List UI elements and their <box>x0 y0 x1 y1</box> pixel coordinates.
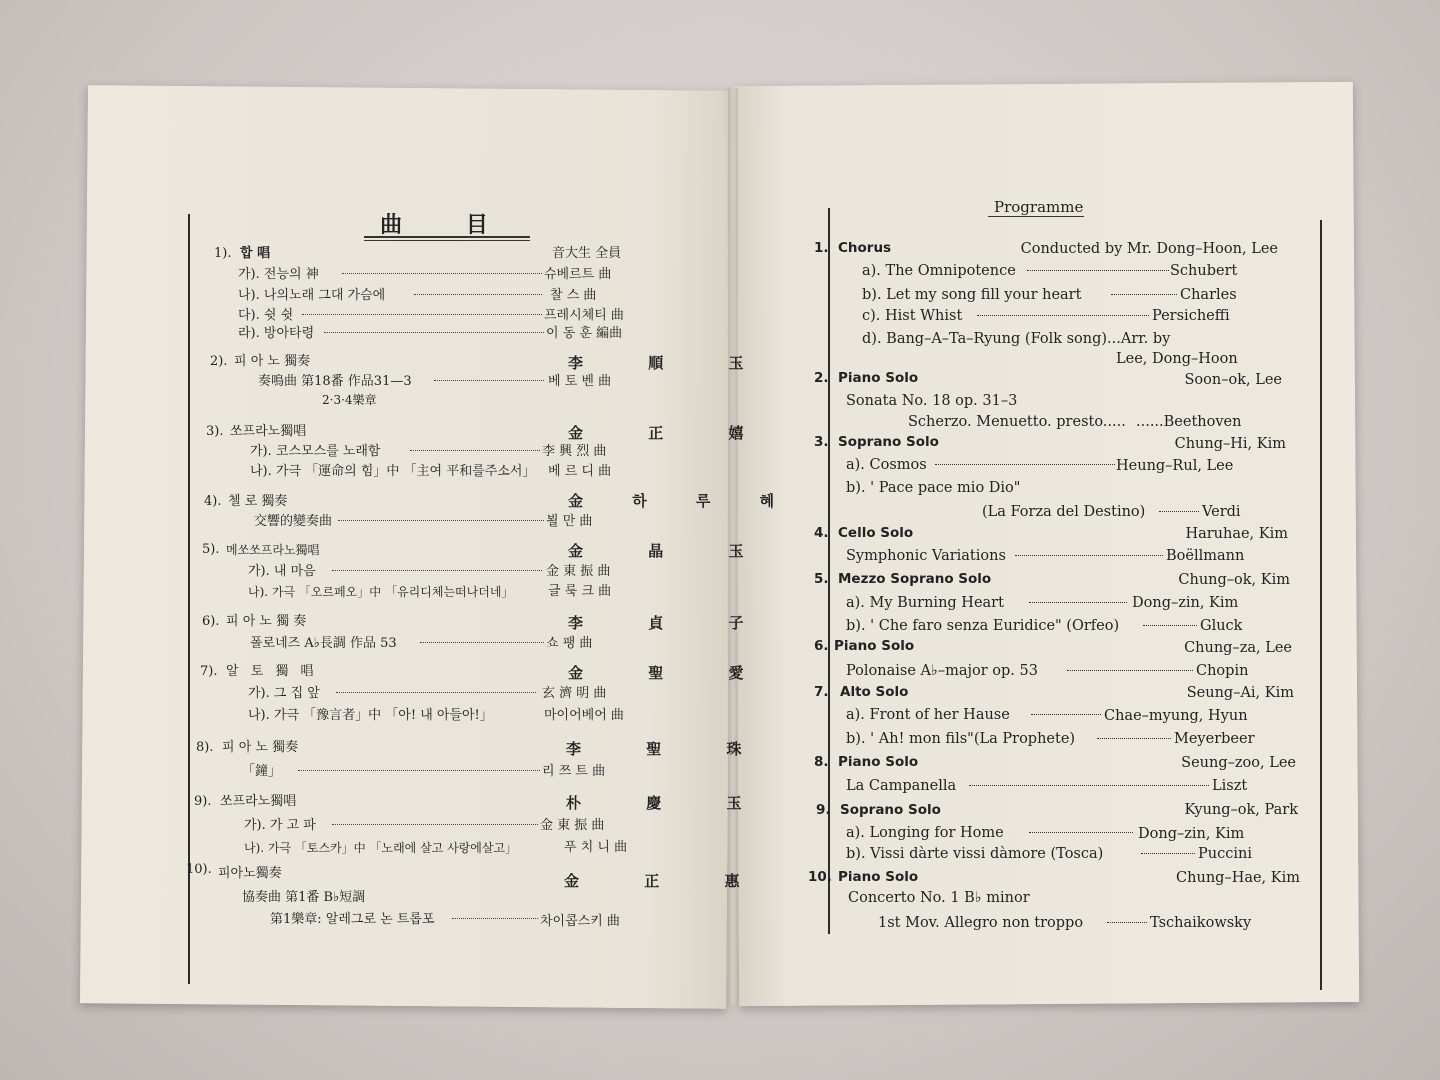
en-item-5-title-text: Mezzo Soprano Solo <box>838 571 992 587</box>
ko-item-5-piece-2: 나). 가극 「오르페오」中 「유리디체는떠나더네」 <box>248 585 514 599</box>
en-item-7-no <box>814 683 829 701</box>
en-item-7-performer: Seung–Ai, Kim <box>1186 685 1294 701</box>
ko-item-5-piece-1: 가). 내 마음 <box>248 564 316 579</box>
en-item-1-performer: Conducted by Mr. Dong–Hoon, Lee <box>1020 241 1278 257</box>
en-item-10-no-text: 10. <box>808 869 832 885</box>
en-item-9-composer-2: Puccini <box>1198 846 1252 862</box>
ko-item-9-no: 9). <box>194 794 212 809</box>
ko-item-9-performer: 朴 慶 玉 <box>566 794 772 812</box>
en-item-5-piece-1: a). My Burning Heart <box>846 595 1004 611</box>
ko-item-10-title: 피아노獨奏 <box>218 866 282 881</box>
en-item-6-title-text: Piano Solo <box>834 638 915 654</box>
en-item-3-piece-3: (La Forza del Destino) <box>982 504 1146 520</box>
en-dots <box>1140 845 1196 863</box>
ko-dots <box>330 818 540 834</box>
en-dots <box>1096 730 1172 748</box>
ko-item-2-piece-1: 奏鳴曲 第18番 作品31—3 <box>258 374 412 389</box>
en-item-6-no-text: 6. <box>814 638 829 654</box>
ko-item-4-piece-1: 交響的變奏曲 <box>254 514 333 529</box>
ko-item-8-composer-1: 리 쯔 트 曲 <box>542 764 606 779</box>
en-dots <box>968 777 1210 795</box>
en-item-1-piece-2: b). Let my song fill your heart <box>862 287 1082 303</box>
en-item-7-composer-2: Meyerbeer <box>1174 731 1255 747</box>
ko-item-7-composer-1: 玄 濟 明 曲 <box>542 686 607 701</box>
en-item-1-title <box>838 239 891 257</box>
en-item-8-no-text: 8. <box>814 754 829 770</box>
en-item-3-composer-1: Heung–Rul, Lee <box>1116 458 1234 474</box>
en-item-6-composer-1: Chopin <box>1196 663 1249 679</box>
en-item-1-composer-5: Lee, Dong–Hoon <box>1116 351 1238 367</box>
en-item-8-title <box>838 753 918 771</box>
en-item-4-composer-1: Boëllmann <box>1166 548 1245 564</box>
ko-item-3-composer-2: 베 르 디 曲 <box>548 464 612 479</box>
ko-item-7-composer-2: 마이어베어 曲 <box>544 708 624 723</box>
ko-item-10-piece-2: 第1樂章: 알레그로 논 트롭포 <box>270 912 435 927</box>
ko-item-6-no: 6). <box>202 614 220 629</box>
en-item-6-performer: Chung–za, Lee <box>1184 640 1292 656</box>
ko-item-5-composer-2: 글 룩 크 曲 <box>548 584 612 599</box>
en-dots <box>1028 594 1128 612</box>
ko-dots <box>432 374 546 390</box>
en-dots <box>1030 706 1102 724</box>
en-item-4-title-text: Cello Solo <box>838 525 914 541</box>
en-item-6-no <box>814 637 829 655</box>
ko-dots <box>450 912 540 928</box>
ko-item-7-performer: 金 聖 愛 <box>568 664 774 682</box>
english-title: Programme <box>994 198 1084 216</box>
ko-item-6-performer: 李 貞 子 <box>568 614 774 632</box>
en-item-5-performer: Chung–ok, Kim <box>1178 572 1290 588</box>
en-item-1-piece-3: c). Hist Whist <box>862 308 963 324</box>
ko-dots <box>336 514 546 530</box>
ko-item-1-piece-4: 라). 방아타령 <box>238 326 315 341</box>
en-item-10-piece-1: Concerto No. 1 B♭ minor <box>848 890 1030 906</box>
ko-item-9-composer-2: 푸 치 니 曲 <box>564 840 628 855</box>
en-item-3-composer-3: Verdi <box>1202 504 1241 520</box>
ko-item-3-composer-1: 李 興 烈 曲 <box>542 444 607 459</box>
ko-dots <box>334 686 538 702</box>
ko-dots <box>418 636 546 652</box>
ko-dots <box>412 288 544 304</box>
en-item-1-title-text: Chorus <box>838 240 892 256</box>
en-item-5-composer-2: Gluck <box>1200 618 1243 634</box>
ko-item-10-composer-2: 차이콥스키 曲 <box>540 914 620 929</box>
en-item-7-composer-1: Chae–myung, Hyun <box>1104 708 1248 724</box>
en-item-1-piece-4: d). Bang–A–Ta–Ryung (Folk song)...Arr. by <box>862 331 1171 347</box>
en-item-1-composer-3: Persicheffi <box>1152 308 1230 324</box>
en-item-2-composer-2: ......Beethoven <box>1136 414 1242 430</box>
right-page-border-right <box>1320 220 1322 990</box>
en-item-9-title-text: Soprano Solo <box>840 802 941 818</box>
en-item-2-title <box>838 369 918 387</box>
ko-item-2-performer: 李 順 玉 <box>568 354 774 372</box>
en-item-2-piece-1: Sonata No. 18 op. 31–3 <box>846 393 1018 409</box>
ko-item-2-composer-1: 베 토 벤 曲 <box>548 374 612 389</box>
ko-item-5-no: 5). <box>202 542 220 557</box>
ko-item-2-piece-2: 2·3·4樂章 <box>322 393 377 407</box>
ko-item-1-no: 1). <box>214 246 232 261</box>
en-item-2-no-text: 2. <box>814 370 829 386</box>
en-item-10-title <box>838 868 918 886</box>
ko-item-9-piece-1: 가). 가 고 파 <box>244 818 316 833</box>
korean-title-underline <box>364 236 530 241</box>
en-item-3-piece-1: a). Cosmos <box>846 457 927 473</box>
en-item-9-composer-1: Dong–zin, Kim <box>1138 826 1245 842</box>
en-item-5-title <box>838 570 991 588</box>
ko-item-4-composer-1: 뵐 만 曲 <box>546 514 593 529</box>
ko-dots <box>340 267 544 283</box>
ko-item-3-no: 3). <box>206 424 224 439</box>
ko-item-9-composer-1: 金 東 振 曲 <box>540 818 605 833</box>
en-item-1-no <box>814 239 829 257</box>
ko-item-8-performer: 李 聖 珠 <box>566 740 772 758</box>
ko-item-1-piece-2: 나). 나의노래 그대 가슴에 <box>238 288 386 303</box>
ko-dots <box>296 764 542 780</box>
en-item-10-title-text: Piano Solo <box>838 869 919 885</box>
en-item-2-title-text: Piano Solo <box>838 370 919 386</box>
en-item-6-piece-1: Polonaise A♭–major op. 53 <box>846 663 1038 679</box>
en-item-10-composer-2: Tschaikowsky <box>1150 915 1252 931</box>
en-item-3-no-text: 3. <box>814 434 829 450</box>
en-item-5-piece-2: b). ' Che faro senza Euridice" (Orfeo) <box>846 618 1120 634</box>
en-item-8-title-text: Piano Solo <box>838 754 919 770</box>
en-item-5-no-text: 5. <box>814 571 829 587</box>
ko-item-10-piece-1: 協奏曲 第1番 B♭短調 <box>242 890 366 905</box>
en-item-1-no-text: 1. <box>814 240 829 256</box>
ko-item-10-no: 10). <box>186 862 212 877</box>
en-item-2-performer: Soon–ok, Lee <box>1184 372 1282 388</box>
ko-dots <box>408 444 542 460</box>
ko-item-1-composer-2: 찰 스 曲 <box>550 288 597 303</box>
ko-item-5-composer-1: 金 東 振 曲 <box>546 564 611 579</box>
en-item-4-performer: Haruhae, Kim <box>1185 526 1288 542</box>
ko-item-7-title: 알 토 獨 唱 <box>226 664 318 679</box>
en-dots <box>1110 286 1178 304</box>
ko-dots <box>300 308 544 324</box>
ko-item-2-title: 피 아 노 獨奏 <box>234 354 311 369</box>
english-title-underline <box>988 216 1084 217</box>
en-item-5-no <box>814 570 829 588</box>
en-item-7-title-text: Alto Solo <box>840 684 909 700</box>
en-dots <box>1026 262 1170 280</box>
ko-item-7-no: 7). <box>200 664 218 679</box>
en-item-9-no <box>816 801 831 819</box>
en-item-8-performer: Seung–zoo, Lee <box>1181 755 1296 771</box>
en-item-9-piece-2: b). Vissi dàrte vissi dàmore (Tosca) <box>846 846 1104 862</box>
en-item-2-piece-2: Scherzo. Menuetto. presto..... <box>908 414 1126 430</box>
ko-item-3-piece-1: 가). 코스모스를 노래함 <box>250 444 381 459</box>
en-item-3-title-text: Soprano Solo <box>838 434 939 450</box>
en-dots <box>1106 914 1148 932</box>
en-dots <box>1142 617 1198 635</box>
en-item-4-no-text: 4. <box>814 525 829 541</box>
ko-item-7-piece-1: 가). 그 집 앞 <box>248 686 320 701</box>
en-dots <box>934 456 1116 474</box>
en-dots <box>1158 503 1200 521</box>
en-item-7-piece-2: b). ' Ah! mon fils"(La Prophete) <box>846 731 1076 747</box>
en-item-1-composer-1: Schubert <box>1170 263 1238 279</box>
en-item-3-performer: Chung–Hi, Kim <box>1174 436 1286 452</box>
en-item-9-no-text: 9. <box>816 802 831 818</box>
ko-item-1-title: 합 唱 <box>240 246 271 261</box>
en-item-5-composer-1: Dong–zin, Kim <box>1132 595 1239 611</box>
en-item-3-piece-2: b). ' Pace pace mio Dio" <box>846 480 1021 496</box>
ko-item-1-piece-1: 가). 전능의 神 <box>238 267 319 282</box>
ko-item-1-composer-1: 슈베르트 曲 <box>544 267 612 282</box>
ko-item-10-performer: 金 正 惠 <box>564 872 770 890</box>
ko-item-8-no: 8). <box>196 740 214 755</box>
ko-item-3-performer: 金 正 嬉 <box>568 424 774 442</box>
en-item-10-no <box>808 868 832 886</box>
korean-title: 曲 目 <box>380 212 516 238</box>
ko-item-1-performer: 音大生 全員 <box>552 246 622 261</box>
ko-item-1-composer-3: 프레시체티 曲 <box>544 308 624 323</box>
en-dots <box>1066 662 1194 680</box>
ko-item-4-no: 4). <box>204 494 222 509</box>
ko-item-1-piece-3: 다). 쉿 쉿 <box>238 308 294 323</box>
en-item-9-title <box>840 801 941 819</box>
en-item-2-no <box>814 369 829 387</box>
en-dots <box>1028 824 1134 842</box>
ko-dots <box>322 326 546 342</box>
ko-item-6-title: 피 아 노 獨 奏 <box>226 614 307 629</box>
en-item-4-piece-1: Symphonic Variations <box>846 548 1006 564</box>
ko-item-8-title: 피 아 노 獨奏 <box>222 740 299 755</box>
en-item-9-performer: Kyung–ok, Park <box>1184 802 1298 818</box>
en-item-10-piece-2: 1st Mov. Allegro non troppo <box>878 915 1084 931</box>
en-item-7-title <box>840 683 908 701</box>
en-dots <box>1014 547 1164 565</box>
en-item-8-composer-1: Liszt <box>1212 778 1248 794</box>
ko-item-9-title: 쏘프라노獨唱 <box>220 794 297 809</box>
ko-item-9-piece-2: 나). 가극 「토스카」中 「노래에 살고 사랑에살고」 <box>244 841 518 855</box>
en-item-7-no-text: 7. <box>814 684 829 700</box>
en-item-10-performer: Chung–Hae, Kim <box>1176 870 1300 886</box>
ko-item-7-piece-2: 나). 가극 「豫言者」中 「아! 내 아들아!」 <box>248 708 493 723</box>
en-item-4-title <box>838 524 913 542</box>
en-dots <box>976 307 1150 325</box>
en-item-6-title <box>834 637 914 655</box>
ko-item-2-no: 2). <box>210 354 228 369</box>
ko-item-6-piece-1: 폴로네즈 A♭長調 作品 53 <box>250 636 397 651</box>
en-item-8-no <box>814 753 829 771</box>
ko-item-4-title: 첼 로 獨奏 <box>228 494 288 509</box>
en-item-8-piece-1: La Campanella <box>846 778 957 794</box>
ko-item-3-title: 쏘프라노獨唱 <box>230 424 307 439</box>
ko-item-8-piece-1: 「鐘」 <box>242 764 282 779</box>
ko-item-1-composer-4: 이 동 훈 編曲 <box>546 326 623 341</box>
ko-dots <box>330 564 544 580</box>
en-item-9-piece-1: a). Longing for Home <box>846 825 1004 841</box>
ko-item-6-composer-1: 쇼 팽 曲 <box>546 636 593 651</box>
ko-item-5-title: 메쏘쏘프라노獨唱 <box>226 543 320 557</box>
en-item-7-piece-1: a). Front of her Hause <box>846 707 1010 723</box>
en-item-3-title <box>838 433 939 451</box>
en-item-4-no <box>814 524 829 542</box>
ko-item-3-piece-2: 나). 가극 「運命의 힘」中 「主여 平和를주소서」 <box>250 464 536 479</box>
en-item-1-composer-2: Charles <box>1180 287 1237 303</box>
en-item-3-no <box>814 433 829 451</box>
ko-item-5-performer: 金 晶 玉 <box>568 542 774 560</box>
ko-item-4-performer: 金 하 루 혜 <box>568 492 797 510</box>
en-item-1-piece-1: a). The Omnipotence <box>862 263 1016 279</box>
